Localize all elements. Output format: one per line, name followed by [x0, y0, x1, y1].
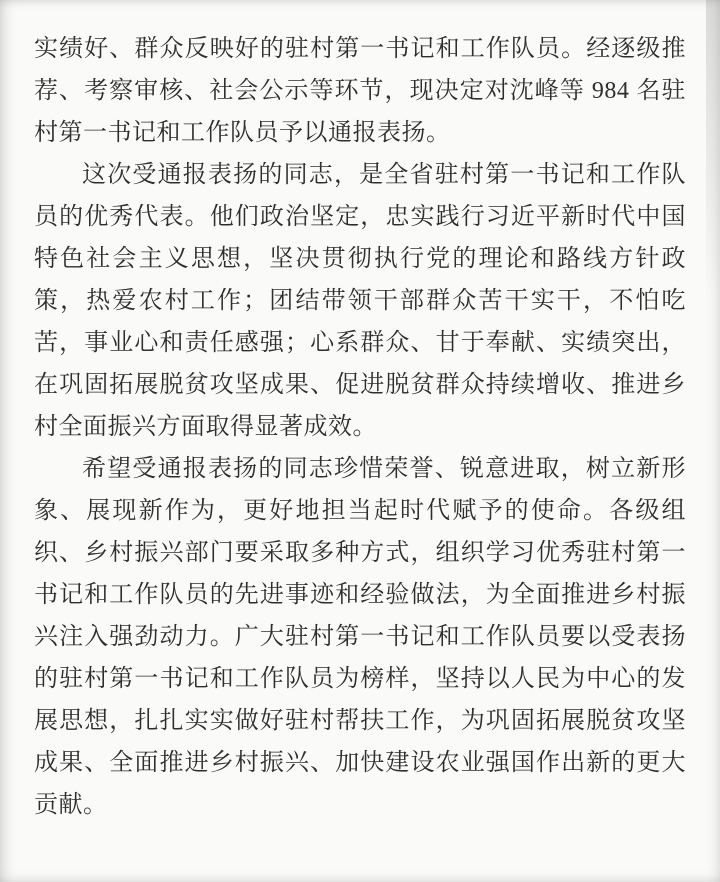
text-line: 这次受通报表扬的同志，是全省驻村第一书记和工作队 — [82, 162, 686, 188]
text-line: 兴注入强劲动力。广大驻村第一书记和工作队员要以受表扬 — [34, 624, 686, 650]
text-line: 象、展现新作为，更好地担当起时代赋予的使命。各级组 — [34, 498, 686, 524]
text-line: 书记和工作队员的先进事迹和经验做法，为全面推进乡村振 — [34, 582, 686, 608]
document-text-block — [34, 28, 686, 826]
text-line: 实绩好、群众反映好的驻村第一书记和工作队员。经逐级推 — [34, 36, 686, 62]
text-line: 村全面振兴方面取得显著成效。 — [34, 414, 377, 440]
text-line: 在巩固拓展脱贫攻坚成果、促进脱贫群众持续增收、推进乡 — [34, 372, 686, 398]
text-line: 展思想，扎扎实实做好驻村帮扶工作，为巩固拓展脱贫攻坚 — [34, 708, 686, 734]
text-line: 苦，事业心和责任感强；心系群众、甘于奉献、实绩突出， — [34, 330, 686, 356]
text-line: 成果、全面推进乡村振兴、加快建设农业强国作出新的更大 — [34, 750, 686, 776]
text-line: 的驻村第一书记和工作队员为榜样，坚持以人民为中心的发 — [34, 666, 686, 692]
text-line: 荐、考察审核、社会公示等环节，现决定对沈峰等 984 名驻 — [34, 78, 686, 104]
text-line: 员的优秀代表。他们政治坚定，忠实践行习近平新时代中国 — [34, 204, 686, 230]
text-line: 织、乡村振兴部门要采取多种方式，组织学习优秀驻村第一 — [34, 540, 686, 566]
text-line: 特色社会主义思想，坚决贯彻执行党的理论和路线方针政 — [34, 246, 686, 272]
text-line: 贡献。 — [34, 792, 108, 818]
text-line: 村第一书记和工作队员予以通报表扬。 — [34, 120, 451, 146]
text-line: 希望受通报表扬的同志珍惜荣誉、锐意进取，树立新形 — [82, 456, 686, 482]
text-line: 策，热爱农村工作；团结带领干部群众苦干实干，不怕吃 — [34, 288, 686, 314]
